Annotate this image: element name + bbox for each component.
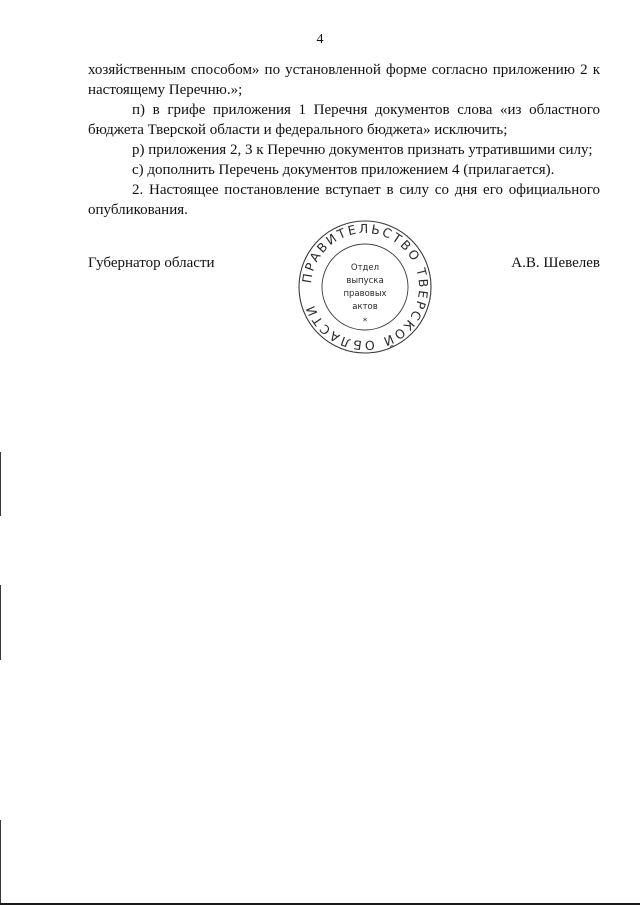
paragraph-item-p: п) в грифе приложения 1 Перечня документов слова «из областного бюджета Тверской области и федерального бюджета» исключить; [88,102,600,138]
official-seal [296,218,434,356]
scan-edge-mark [0,585,1,660]
seal-inner-line-2: выпуска [346,276,384,286]
paragraph-item-r: р) приложения 2, 3 к Перечню документов признать утратившими силу; [132,142,593,158]
seal-inner-line-1: Отдел [350,263,380,273]
signatory-position: Губернатор области [88,255,215,271]
signatory-name: А.В. Шевелев [511,255,600,271]
seal-star: * [362,317,368,327]
seal-graphic [296,218,434,356]
seal-inner-line-3: правовых [343,289,387,299]
seal-inner-line-4: актов [352,302,378,312]
paragraph-continuation: хозяйственным способом» по установленной форме согласно приложению 2 к настоящему Перечню.»; [88,62,600,98]
paragraph-point-2: 2. Настоящее постановление вступает в силу со дня его официального опубликования. [88,182,600,218]
scan-edge-mark [0,820,1,905]
document-body [88,60,600,220]
seal-outer-text-path: ПРАВИТЕЛЬСТВО ТВЕРСКОЙ ОБЛАСТИ [299,220,432,354]
page-number: 4 [316,32,324,47]
seal-outer-text [299,221,431,353]
scan-edge-mark [0,452,1,516]
paragraph-item-s: с) дополнить Перечень документов приложением 4 (прилагается). [132,162,555,178]
